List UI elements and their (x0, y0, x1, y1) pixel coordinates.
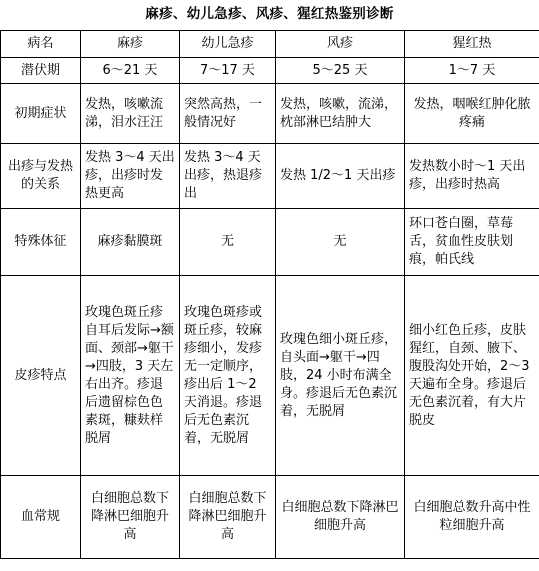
header-cell-rubella: 风疹 (276, 31, 405, 58)
row-label: 皮疹特点 (1, 276, 81, 476)
table-cell: 白细胞总数下降淋巴细胞升高 (81, 476, 180, 559)
table-cell: 玫瑰色细小斑丘疹，自头面→躯干→四肢，24 小时布满全身。疹退后无色素沉着，无脱屑 (276, 276, 405, 476)
table-cell: 细小红色丘疹，皮肤猩红，自颈、腋下、腹股沟处开始，2～3 天遍布全身。疹退后无色素沉着，有大片脱皮 (405, 276, 539, 476)
table-cell: 突然高热，一般情况好 (180, 84, 276, 144)
table-cell: 6～21 天 (81, 58, 180, 84)
table-row-special-signs (1, 209, 539, 276)
table-header-row (1, 31, 539, 58)
differential-diagnosis-table (0, 30, 539, 559)
header-cell-measles: 麻疹 (81, 31, 180, 58)
table-cell: 发热 3～4 天出疹，出疹时发热更高 (81, 144, 180, 209)
table-cell: 发热，咽喉红肿化脓疼痛 (405, 84, 539, 144)
table-cell: 环口苍白圈，草莓舌，贫血性皮肤划痕，帕氏线 (405, 209, 539, 276)
table-row-rash-features (1, 276, 539, 476)
row-label: 出疹与发热的关系 (1, 144, 81, 209)
header-cell-scarlet-fever: 猩红热 (405, 31, 539, 58)
table-cell: 发热 1/2～1 天出疹 (276, 144, 405, 209)
header-label-cell: 病名 (1, 31, 81, 58)
table-cell: 白细胞总数升高中性粒细胞升高 (405, 476, 539, 559)
table-cell: 发热数小时～1 天出疹，出疹时热高 (405, 144, 539, 209)
table-cell: 无 (180, 209, 276, 276)
row-label: 初期症状 (1, 84, 81, 144)
table-row-incubation (1, 58, 539, 84)
page-title: 麻疹、幼儿急疹、风疹、猩红热鉴别诊断 (145, 6, 394, 22)
table-row-initial-symptoms (1, 84, 539, 144)
table-cell: 麻疹黏膜斑 (81, 209, 180, 276)
table-cell: 玫瑰色斑丘疹自耳后发际→额面、颈部→躯干→四肢，3 天左右出齐。疹退后遗留棕色色素斑，糠麸样脱屑 (81, 276, 180, 476)
table-row-rash-fever-relation (1, 144, 539, 209)
table-cell: 发热 3～4 天出疹，热退疹出 (180, 144, 276, 209)
table-cell: 发热，咳嗽流涕，泪水汪汪 (81, 84, 180, 144)
row-label: 潜伏期 (1, 58, 81, 84)
table-cell: 白细胞总数下降淋巴细胞升高 (180, 476, 276, 559)
table-cell: 发热，咳嗽，流涕，枕部淋巴结肿大 (276, 84, 405, 144)
row-label: 血常规 (1, 476, 81, 559)
header-cell-roseola: 幼儿急疹 (180, 31, 276, 58)
table-cell: 1～7 天 (405, 58, 539, 84)
table-cell: 5～25 天 (276, 58, 405, 84)
table-cell: 无 (276, 209, 405, 276)
table-cell: 白细胞总数下降淋巴细胞升高 (276, 476, 405, 559)
table-cell: 玫瑰色斑疹或斑丘疹，较麻疹细小，发疹无一定顺序，疹出后 1～2 天消退。疹退后无色素沉着，无脱屑 (180, 276, 276, 476)
table-cell: 7～17 天 (180, 58, 276, 84)
table-row-blood-routine (1, 476, 539, 559)
row-label: 特殊体征 (1, 209, 81, 276)
